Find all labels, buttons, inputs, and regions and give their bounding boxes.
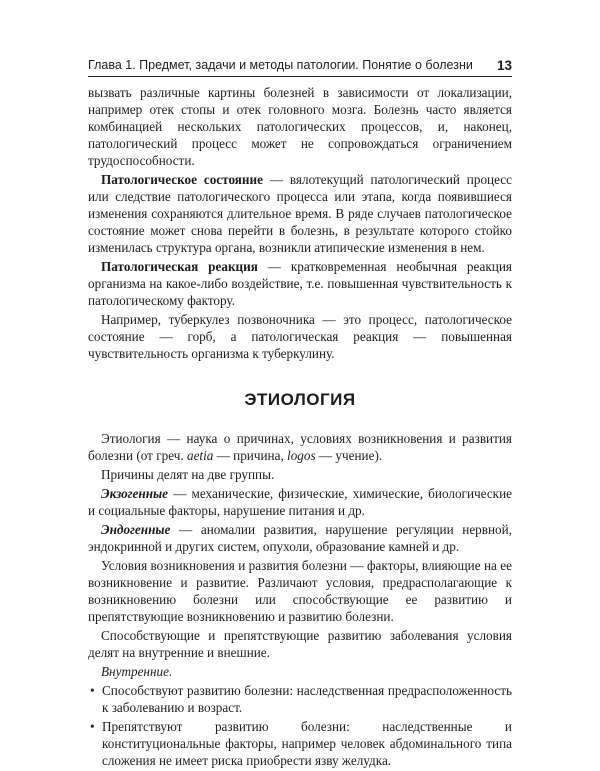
paragraph-conditions-split: Способствующие и препятствующие развитию заболевания условия делят на внутренние и внешние. — [88, 628, 512, 660]
term-pathological-state: Патологическое состояние — [101, 172, 263, 187]
definition-endogenous: — аномалии развития, нарушение регуляции нервной, эндокринной и других систем, опухоли, образование камней и др. — [88, 522, 512, 554]
term-pathological-reaction: Патологическая реакция — [101, 259, 258, 274]
chapter-title: Глава 1. Предмет, задачи и методы патологии. Понятие о болезни — [88, 58, 473, 72]
term-exogenous: Экзогенные — [101, 486, 169, 501]
section-heading: ЭТИОЛОГИЯ — [244, 390, 356, 409]
definition-pathological-state: — вялотекущий патологический процесс или следствие патологического процесса или этапа, когда появившиеся изменения сохраняются длительное время. В ряде случаев патологическое состояние может снова перейти в болезнь, в результате которого стойко изменилась структура органа, возникли атипические изменения в нем. — [88, 172, 513, 255]
etiology-text-b: — причина, — [213, 448, 288, 463]
paragraph-endogenous — [88, 521, 512, 555]
paragraph-continuation: вызвать различные картины болезней в зависимости от локализации, например отек стопы и отек головного мозга. Болезнь часто является комбинацией нескольких патологических процессов, и, наконец, патологический процесс может не сопровождаться ограничением трудоспособности. — [88, 85, 512, 168]
list-item-text: Препятствуют развитию болезни: наследственные и конституциональные факторы, например человек абдоминального типа сложения не имеет риска приобрести язву желудка. — [102, 719, 512, 768]
list-item — [88, 682, 512, 716]
paragraph-exogenous — [88, 485, 512, 519]
bullet-icon: • — [90, 683, 95, 698]
bullet-icon: • — [90, 719, 95, 734]
term-endogenous: Эндогенные — [101, 522, 171, 537]
etiology-text-c: — учение). — [315, 448, 383, 463]
etiology-text-a: Этиология — наука о причинах, условиях возникновения и развития болезни (от греч. — [88, 431, 512, 463]
subheading-internal: Внутренние. — [101, 664, 173, 679]
paragraph-pathological-reaction — [88, 258, 512, 309]
page-number: 13 — [496, 58, 512, 73]
list-item-text: Способствуют развитию болезни: наследственная предрасположенность к заболеванию и возраст. — [102, 683, 512, 715]
paragraph-example: Например, туберкулез позвоночника — это процесс, патологическое состояние — горб, а патологическая реакция — повышенная чувствительность организма к туберкулину. — [88, 312, 512, 361]
running-header — [88, 56, 512, 77]
paragraph-causes: Причины делят на две группы. — [101, 467, 275, 482]
paragraph-etiology-definition — [88, 430, 512, 464]
definition-pathological-reaction: — кратковременная необычная реакция организма на какое-либо воздействие, т.е. повышенная чувствительность к патологическому фактору. — [88, 259, 512, 308]
paragraph-conditions: Условия возникновения и развития болезни — факторы, влияющие на ее возникновение и развитие. Различают условия, предрасполагающие к возникновению болезни или способствующие ее развитию и препятствующие возникновению и развитию болезни. — [88, 558, 512, 624]
word-logos: logos — [287, 448, 316, 463]
word-aetia: aetia — [186, 448, 214, 463]
paragraph-pathological-state — [88, 171, 512, 256]
list-item — [88, 718, 512, 769]
definition-exogenous: — механические, физические, химические, биологические и социальные факторы, нарушение питания и др. — [88, 486, 512, 518]
page-body — [88, 84, 512, 771]
